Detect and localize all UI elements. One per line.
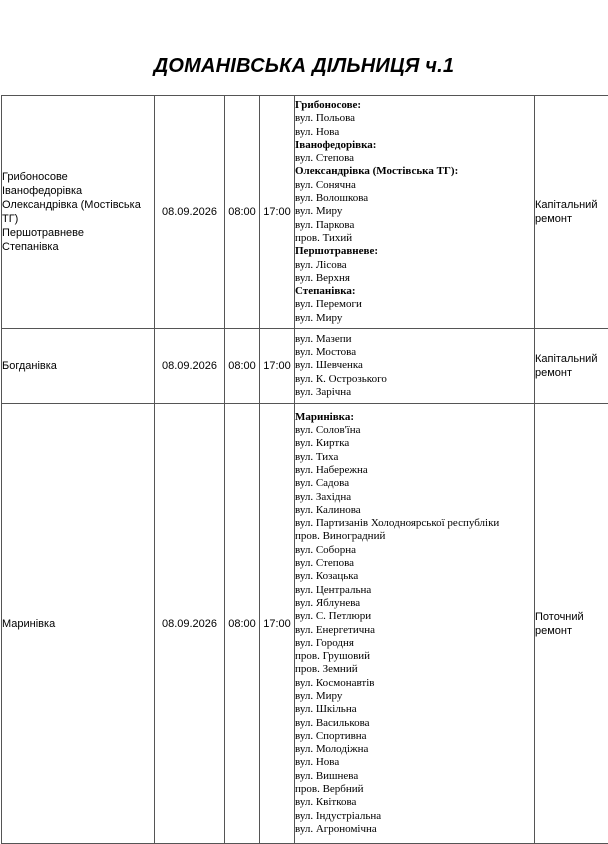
street-name: вул. Солов'їна <box>295 424 534 437</box>
street-name: вул. Степова <box>295 557 534 570</box>
end-time-cell: 17:00 <box>260 96 295 329</box>
streets-cell <box>295 404 535 844</box>
street-name: вул. Нова <box>295 126 534 139</box>
street-name: вул. Городня <box>295 637 534 650</box>
street-name: вул. С. Петлюри <box>295 610 534 623</box>
street-name: вул. Енергетична <box>295 624 534 637</box>
work-type-cell: Капітальний ремонт <box>535 96 608 329</box>
street-name: пров. Виноградний <box>295 530 534 543</box>
street-name: пров. Вербний <box>295 783 534 796</box>
street-name: вул. Яблунева <box>295 597 534 610</box>
street-name: вул. Василькова <box>295 717 534 730</box>
end-time-cell: 17:00 <box>260 329 295 404</box>
location-name: Грибоносове <box>2 170 154 184</box>
location-name: Іванофедорівка <box>2 184 154 198</box>
street-name: вул. Козацька <box>295 570 534 583</box>
street-name: вул. Перемоги <box>295 298 534 311</box>
start-time-cell: 08:00 <box>225 96 260 329</box>
street-name: пров. Грушовий <box>295 650 534 663</box>
street-name: вул. Шевченка <box>295 359 534 372</box>
street-name: вул. Соборна <box>295 544 534 557</box>
street-name: вул. Мостова <box>295 346 534 359</box>
street-name: вул. Тиха <box>295 451 534 464</box>
end-time-cell: 17:00 <box>260 404 295 844</box>
settlement-header: Маринівка: <box>295 411 534 424</box>
date-cell: 08.09.2026 <box>155 329 225 404</box>
street-name: пров. Земний <box>295 663 534 676</box>
location-name: Першотравневе <box>2 226 154 240</box>
work-type-cell: Поточний ремонт <box>535 404 608 844</box>
street-name: вул. Партизанів Холодноярської республіки <box>295 517 534 530</box>
street-name: вул. Зарічна <box>295 386 534 399</box>
settlement-header: Грибоносове: <box>295 99 534 112</box>
locations-cell <box>2 404 155 844</box>
work-type-cell: Капітальний ремонт <box>535 329 608 404</box>
start-time-cell: 08:00 <box>225 404 260 844</box>
settlement-header: Першотравневе: <box>295 245 534 258</box>
street-name: вул. Садова <box>295 477 534 490</box>
street-name: вул. Миру <box>295 690 534 703</box>
page-title: ДОМАНІВСЬКА ДІЛЬНИЦЯ ч.1 <box>0 55 608 78</box>
date-cell: 08.09.2026 <box>155 96 225 329</box>
street-name: вул. Квіткова <box>295 796 534 809</box>
street-name: вул. Мазепи <box>295 333 534 346</box>
street-name: вул. Космонавтів <box>295 677 534 690</box>
street-name: вул. Миру <box>295 205 534 218</box>
street-name: вул. Степова <box>295 152 534 165</box>
street-name: вул. Шкільна <box>295 703 534 716</box>
location-name: Маринівка <box>2 617 154 631</box>
street-name: вул. Нова <box>295 756 534 769</box>
street-name: вул. Паркова <box>295 219 534 232</box>
table-row <box>2 404 608 844</box>
street-name: вул. Вишнева <box>295 770 534 783</box>
street-name: вул. Спортивна <box>295 730 534 743</box>
locations-cell <box>2 329 155 404</box>
location-name: Богданівка <box>2 359 154 373</box>
location-name: Олександрівка (Мостівська ТГ) <box>2 198 154 226</box>
street-name: вул. Набережна <box>295 464 534 477</box>
date-cell: 08.09.2026 <box>155 404 225 844</box>
streets-cell <box>295 329 535 404</box>
street-name: вул. Киртка <box>295 437 534 450</box>
street-name: вул. Верхня <box>295 272 534 285</box>
settlement-header: Степанівка: <box>295 285 534 298</box>
start-time-cell: 08:00 <box>225 329 260 404</box>
street-name: вул. Лісова <box>295 259 534 272</box>
table-row <box>2 96 608 329</box>
street-name: вул. Індустріальна <box>295 810 534 823</box>
street-name: вул. К. Острозького <box>295 373 534 386</box>
locations-cell <box>2 96 155 329</box>
street-name: вул. Молодіжна <box>295 743 534 756</box>
street-name: пров. Тихий <box>295 232 534 245</box>
settlement-header: Іванофедорівка: <box>295 139 534 152</box>
street-name: вул. Західна <box>295 491 534 504</box>
location-name: Степанівка <box>2 240 154 254</box>
streets-cell <box>295 96 535 329</box>
street-name: вул. Калинова <box>295 504 534 517</box>
street-name: вул. Миру <box>295 312 534 325</box>
outage-schedule-table <box>1 95 608 844</box>
street-name: вул. Центральна <box>295 584 534 597</box>
settlement-header: Олександрівка (Мостівська ТГ): <box>295 165 534 178</box>
street-name: вул. Польова <box>295 112 534 125</box>
street-name: вул. Агрономічна <box>295 823 534 836</box>
street-name: вул. Сонячна <box>295 179 534 192</box>
table-row <box>2 329 608 404</box>
street-name: вул. Волошкова <box>295 192 534 205</box>
